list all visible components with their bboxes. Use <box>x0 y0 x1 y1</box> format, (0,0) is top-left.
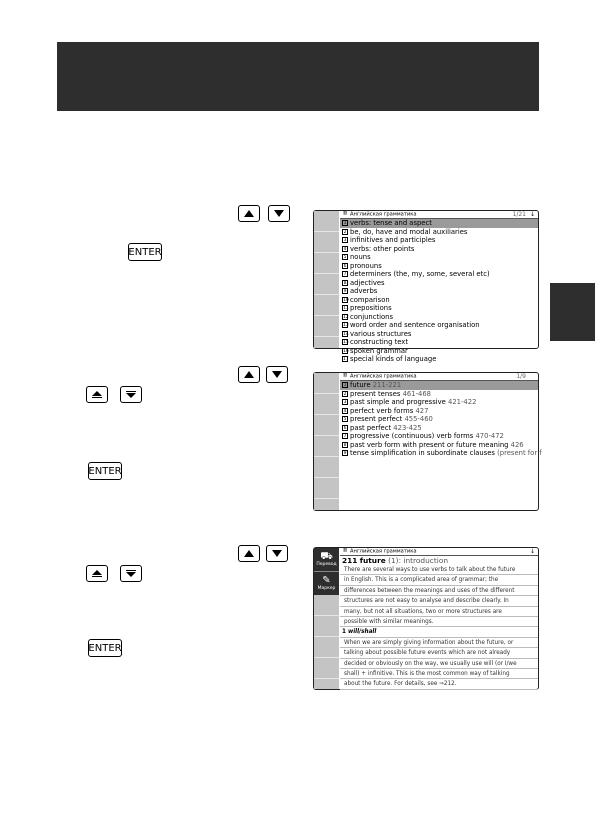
down-key <box>266 545 288 562</box>
item-label: be, do, have and modal auxiliaries <box>350 227 468 236</box>
page-down-key <box>120 565 142 582</box>
text-line: about the future. For details, see ⇒212. <box>340 679 538 689</box>
item-label: verbs: other points <box>350 244 415 253</box>
item-number: 14 <box>343 331 349 337</box>
item-label: conjunctions <box>350 312 394 321</box>
item-label: special kinds of language <box>350 355 437 363</box>
item-number: 7 <box>343 434 347 439</box>
enter-key: ENTER <box>128 243 162 261</box>
item-label: past simple and progressive <box>350 398 446 406</box>
item-number: 6 <box>343 263 347 269</box>
marker-button: ✎ Маркер <box>314 571 339 595</box>
list-item[interactable] <box>340 407 538 416</box>
item-number: 5 <box>343 255 347 260</box>
item-number: 2 <box>343 229 347 235</box>
scroll-down-icon: ↓ <box>529 548 535 555</box>
text-line: When we are simply giving information about the future, or <box>340 638 538 648</box>
item-ref: 455-460 <box>404 415 433 423</box>
text-line: decided or obviously on the way, we usually use will (or I/we <box>340 659 538 669</box>
screen-subsection-list <box>313 372 542 511</box>
enter-key: ENTER <box>88 639 122 657</box>
book-icon: ▥ <box>342 373 348 378</box>
list-item[interactable] <box>340 432 538 441</box>
list-item[interactable] <box>340 219 538 228</box>
item-label: pronouns <box>350 261 382 270</box>
list-item[interactable] <box>340 262 538 271</box>
page-up-icon <box>92 570 102 575</box>
item-ref: (present for f <box>497 449 542 457</box>
enter-key: ENTER <box>88 462 122 480</box>
item-number: 8 <box>343 442 347 448</box>
page-up-icon <box>92 391 102 396</box>
list-item[interactable] <box>340 355 538 364</box>
list-item[interactable] <box>340 313 538 322</box>
up-key <box>238 205 260 222</box>
screen-title: ▥ Английская грамматика 1/21 ↓ <box>340 211 538 219</box>
item-label: verbs: tense and aspect <box>350 219 432 227</box>
item-label: determiners (the, my, some, several etc) <box>350 270 490 278</box>
item-number: 7 <box>343 272 347 277</box>
list-item[interactable] <box>340 236 538 245</box>
list-item[interactable] <box>340 304 538 313</box>
list-item[interactable] <box>340 270 538 279</box>
list-item[interactable] <box>340 338 538 347</box>
page-indicator: 1/21 <box>512 211 526 218</box>
item-label: adjectives <box>350 278 385 287</box>
item-number: 11 <box>343 306 349 311</box>
down-arrow-icon <box>272 371 282 378</box>
text-line: structures are not easy to analyse and describe clearly. In <box>340 596 538 606</box>
marker-icon: ✎ <box>322 575 331 586</box>
list-item[interactable] <box>340 398 538 407</box>
screen-title: ▥ Английская грамматика 1/9 <box>340 373 538 381</box>
item-number: 4 <box>343 408 347 414</box>
item-label: nouns <box>350 253 371 261</box>
item-label: word order and sentence organisation <box>350 321 480 329</box>
item-number: 9 <box>343 289 347 294</box>
item-number: 1 <box>343 383 347 388</box>
subheading: 1 will/shall <box>340 627 538 637</box>
item-number: 15 <box>343 340 349 345</box>
item-ref: 211-221 <box>372 381 402 389</box>
chapter-tab <box>550 283 595 341</box>
list-item[interactable] <box>340 424 538 433</box>
item-number: 3 <box>343 400 347 405</box>
list-item[interactable] <box>340 245 538 254</box>
item-number: 10 <box>343 297 349 303</box>
up-key <box>238 366 260 383</box>
text-line: in English. This is a complicated area of grammar; the <box>340 575 538 585</box>
item-label: past verb form with present or future meaning <box>350 440 509 449</box>
header-bar <box>57 42 539 111</box>
item-label: comparison <box>350 295 390 304</box>
text-line: many, but not all situations, two or more structures are <box>340 607 538 617</box>
down-key <box>266 366 288 383</box>
book-icon: ▥ <box>342 211 348 216</box>
item-ref: 461-468 <box>402 389 431 398</box>
item-label: infinitives and participles <box>350 236 436 244</box>
item-ref: 470-472 <box>475 432 504 440</box>
list-item[interactable] <box>340 330 538 339</box>
item-label: present tenses <box>350 389 401 398</box>
item-label: various structures <box>350 329 412 338</box>
item-label: past perfect <box>350 423 392 432</box>
item-number: 2 <box>343 391 347 397</box>
item-number: 1 <box>343 221 347 226</box>
item-ref: 426 <box>510 440 524 449</box>
book-icon: ▥ <box>342 548 348 553</box>
phrase-button: ⛟ Перевод <box>314 548 339 571</box>
item-number: 5 <box>343 417 347 422</box>
down-arrow-icon <box>272 550 282 557</box>
down-key <box>268 205 290 222</box>
text-line: There are several ways to use verbs to talk about the future <box>340 565 538 575</box>
screen-title: ▥ Английская грамматика ↓ <box>340 548 538 556</box>
text-line: shall) + infinitive. This is the most common way of talking <box>340 669 538 679</box>
list-item[interactable] <box>340 347 538 356</box>
item-label: constructing text <box>350 338 408 346</box>
item-label: present perfect <box>350 415 403 423</box>
list-item[interactable] <box>340 228 538 237</box>
scroll-down-icon: ↓ <box>529 211 535 218</box>
item-ref: 423-425 <box>393 423 422 432</box>
phrase-icon: ⛟ <box>320 551 333 562</box>
list-item[interactable] <box>340 390 538 399</box>
item-label: adverbs <box>350 287 378 295</box>
item-number: 12 <box>343 314 349 320</box>
list-item[interactable] <box>340 321 538 330</box>
screen-chapter-list <box>313 210 539 363</box>
item-ref: 421-422 <box>448 398 477 406</box>
item-label: perfect verb forms <box>350 406 414 415</box>
item-ref: 427 <box>415 406 429 415</box>
up-arrow-icon <box>244 371 254 378</box>
item-number: 8 <box>343 280 347 286</box>
text-line: differences between the meanings and uses of the different <box>340 586 538 596</box>
list-item[interactable] <box>340 449 542 458</box>
item-number: 4 <box>343 246 347 252</box>
list-item[interactable] <box>340 253 538 262</box>
item-number: 3 <box>343 238 347 243</box>
list-item[interactable] <box>340 415 538 424</box>
article-heading: 211 future (1): introduction <box>342 556 449 565</box>
text-line: possible with similar meanings. <box>340 617 538 627</box>
item-number: 17 <box>343 357 349 362</box>
item-label: prepositions <box>350 304 392 312</box>
side-buttons <box>314 211 339 348</box>
item-number: 13 <box>343 323 349 328</box>
up-arrow-icon <box>244 210 254 217</box>
page-indicator: 1/9 <box>516 373 526 380</box>
item-number: 6 <box>343 425 347 431</box>
page-down-key <box>120 386 142 403</box>
item-number: 16 <box>343 348 349 354</box>
up-arrow-icon <box>244 550 254 557</box>
item-label: future <box>350 381 371 389</box>
page-down-icon <box>126 572 136 577</box>
item-label: tense simplification in subordinate clauses <box>350 449 495 457</box>
list-item[interactable] <box>340 279 538 288</box>
list-item[interactable] <box>340 287 538 296</box>
text-line: talking about possible future events which are not already <box>340 648 538 658</box>
down-arrow-icon <box>274 210 284 217</box>
side-buttons <box>314 373 339 510</box>
list-item[interactable] <box>340 296 538 305</box>
page-up-key <box>86 565 108 582</box>
item-label: progressive (continuous) verb forms <box>350 432 474 440</box>
item-number: 9 <box>343 451 347 456</box>
list-item[interactable] <box>340 441 538 450</box>
up-key <box>238 545 260 562</box>
screen-article <box>313 547 539 690</box>
item-label: spoken grammar <box>350 346 408 355</box>
list-item[interactable] <box>340 381 538 390</box>
page-up-key <box>86 386 108 403</box>
page-down-icon <box>126 393 136 398</box>
side-buttons <box>314 548 339 689</box>
